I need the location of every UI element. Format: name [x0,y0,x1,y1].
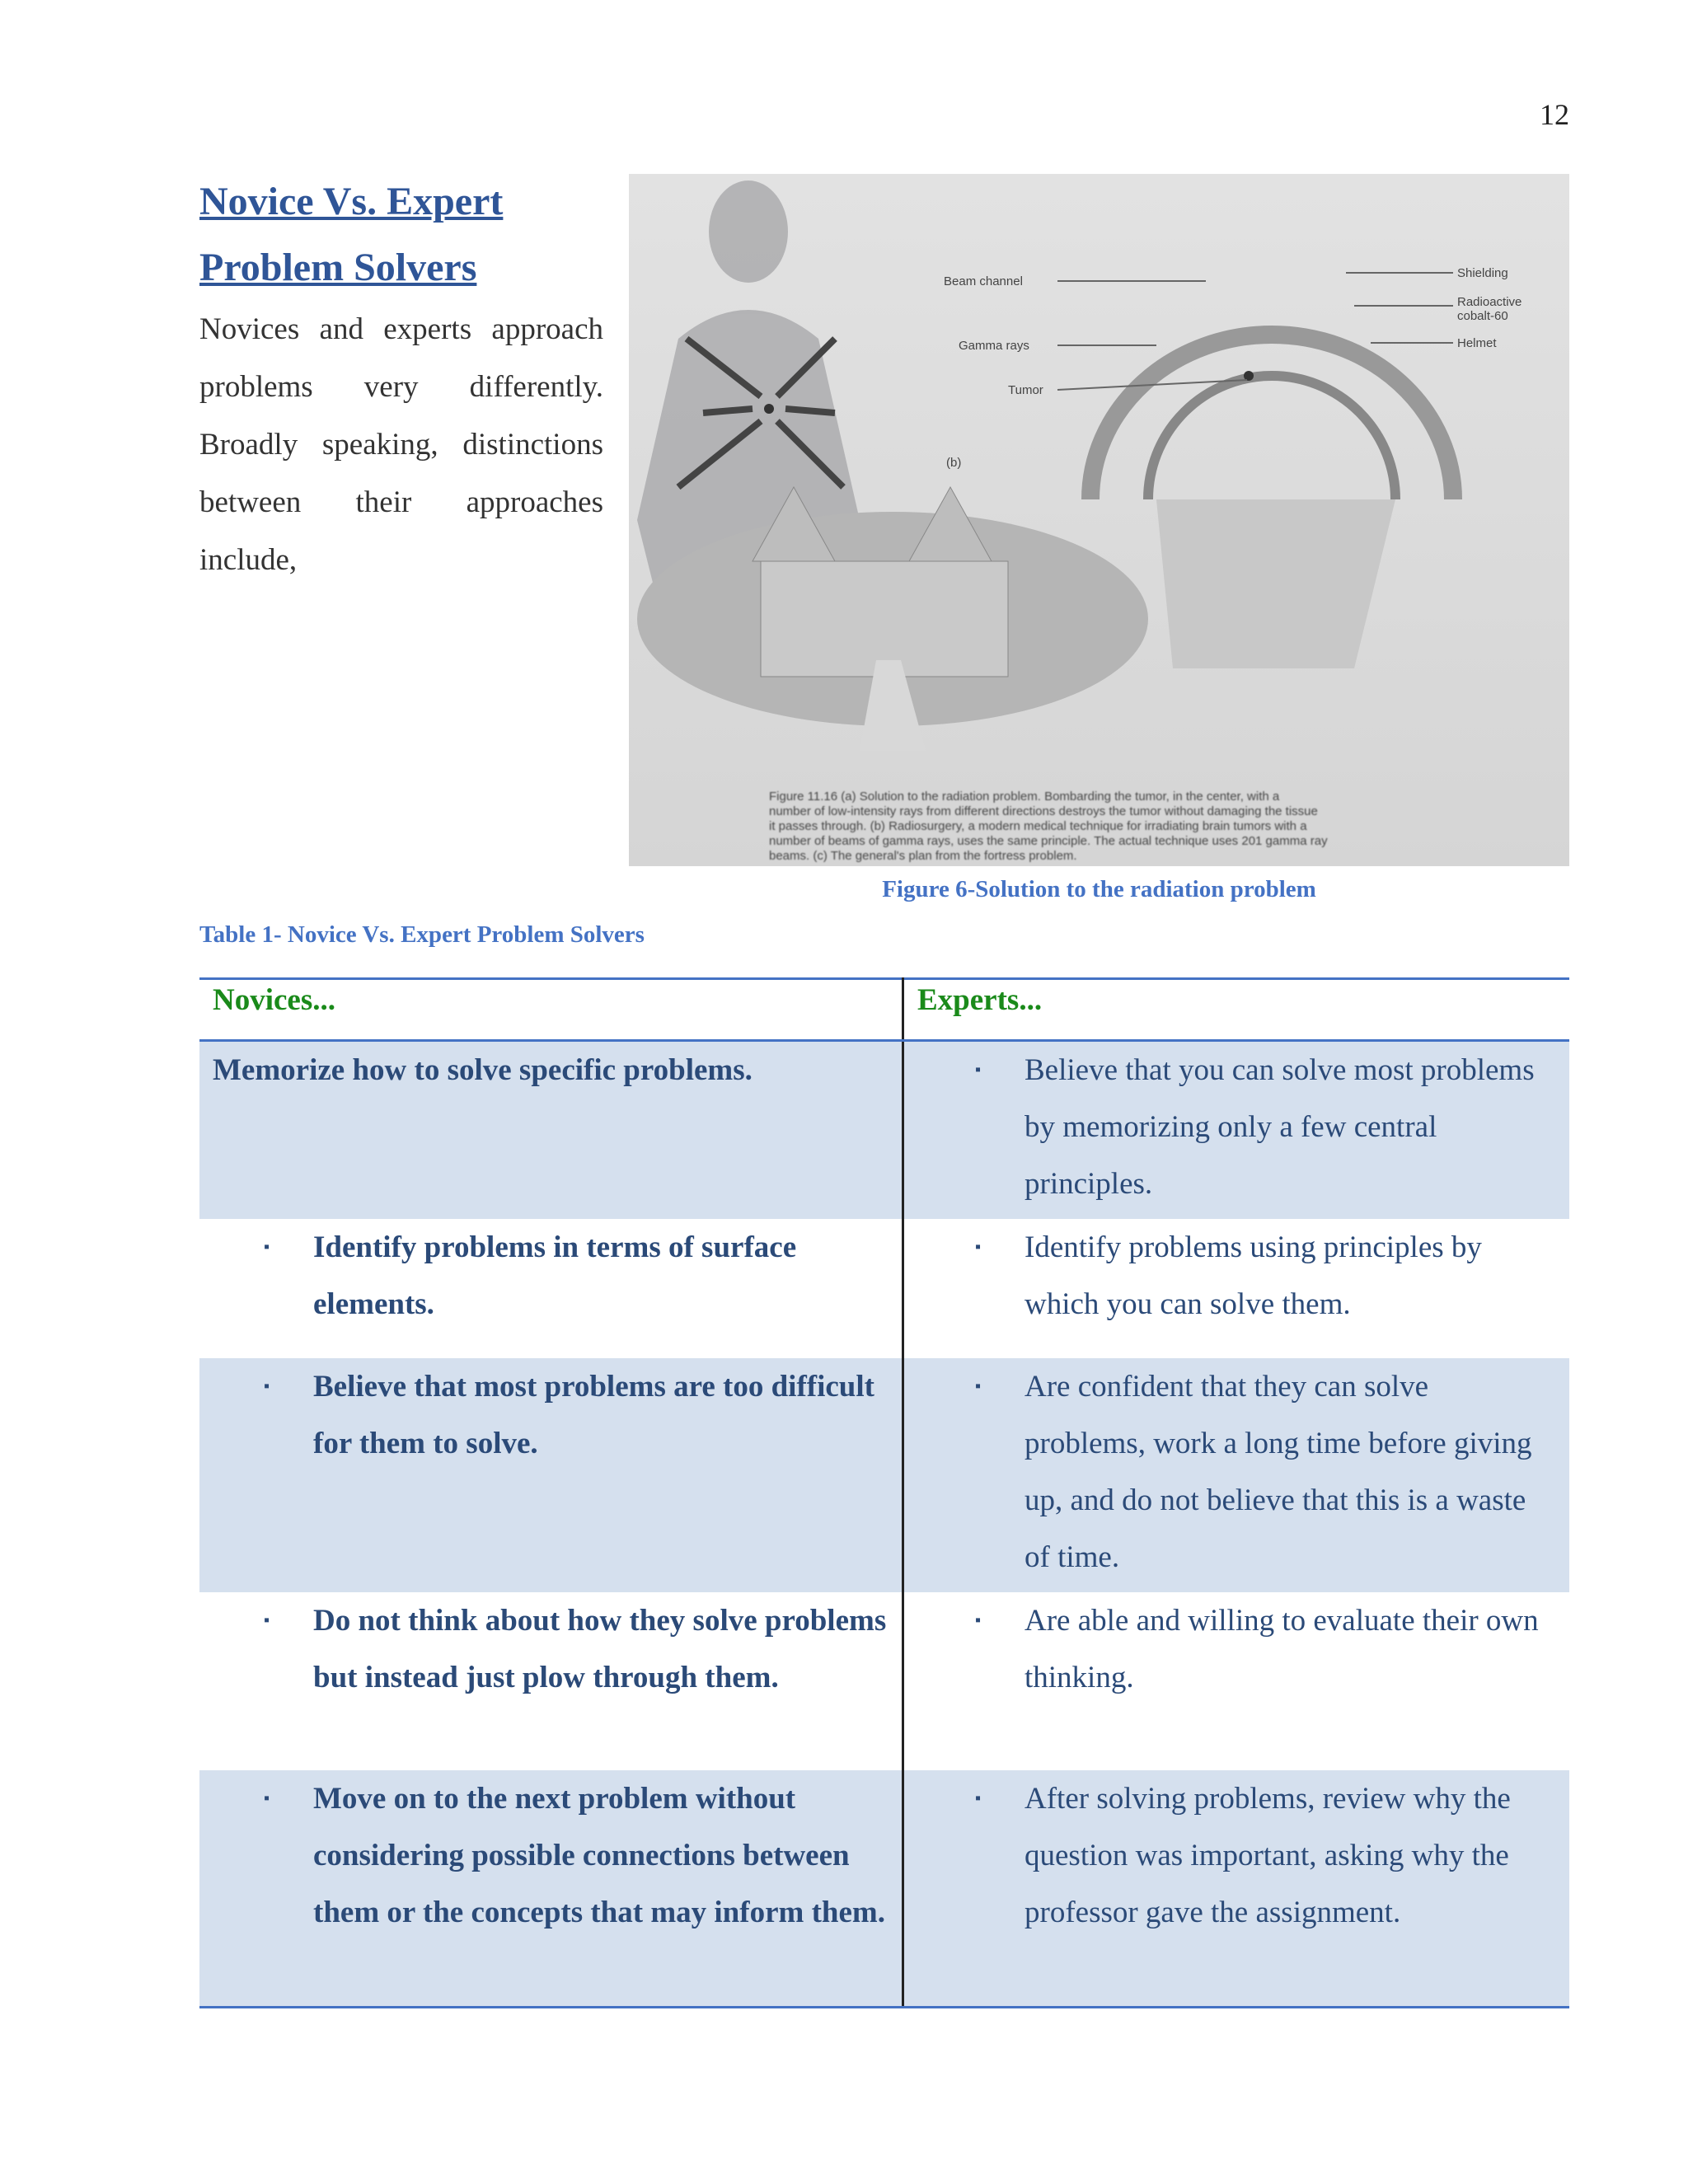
header-experts: Experts... [903,979,1570,1041]
scan-caption-line: Figure 11.16 (a) Solution to the radiation problem. Bombarding the tumor, in the center, with a [769,790,1280,804]
label-b: (b) [946,456,962,470]
scan-caption-line: it passes through. (b) Radiosurgery, a modern medical technique for irradiating brain tumors with a [769,819,1307,833]
page-number: 12 [1540,98,1569,131]
novice-cell: Believe that most problems are too difficult for them to solve. [313,1369,874,1460]
expert-cell: After solving problems, review why the question was important, asking why the professor gave the assignment. [1025,1781,1511,1929]
novice-cell: Do not think about how they solve problems but instead just plow through them. [313,1603,887,1694]
novice-cell: Memorize how to solve specific problems. [213,1053,753,1087]
table-header-row [199,979,1569,1041]
novice-expert-table [199,977,1569,2008]
label-helmet: Helmet [1457,336,1497,350]
bullet-icon: ▪ [975,1061,982,1079]
label-cobalt: cobalt-60 [1457,309,1508,323]
label-tumor: Tumor [1008,383,1043,397]
bullet-icon: ▪ [264,1376,270,1395]
bullet-icon: ▪ [975,1376,982,1395]
header-novices: Novices... [199,979,903,1041]
label-beam-channel: Beam channel [944,274,1023,288]
table-row [199,1041,1569,1219]
label-radioactive: Radioactive [1457,295,1522,309]
scan-caption-line: beams. (c) The general's plan from the fortress problem. [769,849,1077,863]
heading-line-2: Problem Solvers [199,246,477,289]
section-heading [199,169,503,301]
heading-line-1: Novice Vs. Expert [199,180,504,223]
scan-caption-line: number of low-intensity rays from different directions destroys the tumor without damaging the tissue [769,804,1318,818]
table-row [199,1592,1569,1770]
expert-cell: Identify problems using principles by which you can solve them. [1025,1230,1482,1321]
label-shielding: Shielding [1457,266,1508,280]
bullet-icon: ▪ [264,1237,270,1256]
expert-cell: Are able and willing to evaluate their own thinking. [1025,1603,1539,1694]
table-row [199,1358,1569,1592]
bullet-icon: ▪ [975,1788,982,1807]
novice-cell: Identify problems in terms of surface elements. [313,1230,797,1321]
bullet-icon: ▪ [264,1610,270,1629]
table-row [199,1219,1569,1358]
bullet-icon: ▪ [975,1237,982,1256]
novice-cell: Move on to the next problem without considering possible connections between them or the concepts that may inform them. [313,1781,885,1929]
figure-caption: Figure 6-Solution to the radiation problem [882,876,1316,902]
radiation-problem-figure [629,174,1569,866]
bullet-icon: ▪ [264,1788,270,1807]
scan-caption-line: number of beams of gamma rays, uses the same principle. The actual technique uses 201 gamma ray [769,834,1328,848]
scanned-caption [769,790,1328,863]
intro-paragraph: Novices and experts approach problems very differently. Broadly speaking, distinctions between their approaches include, [199,312,603,577]
table-row [199,1770,1569,2008]
bullet-icon: ▪ [975,1610,982,1629]
expert-cell: Believe that you can solve most problems by memorizing only a few central principles. [1025,1053,1535,1201]
table-caption: Table 1- Novice Vs. Expert Problem Solvers [199,921,645,948]
label-gamma-rays: Gamma rays [959,339,1029,353]
expert-cell: Are confident that they can solve problems, work a long time before giving up, and do not believe that this is a waste of time. [1025,1369,1532,1574]
